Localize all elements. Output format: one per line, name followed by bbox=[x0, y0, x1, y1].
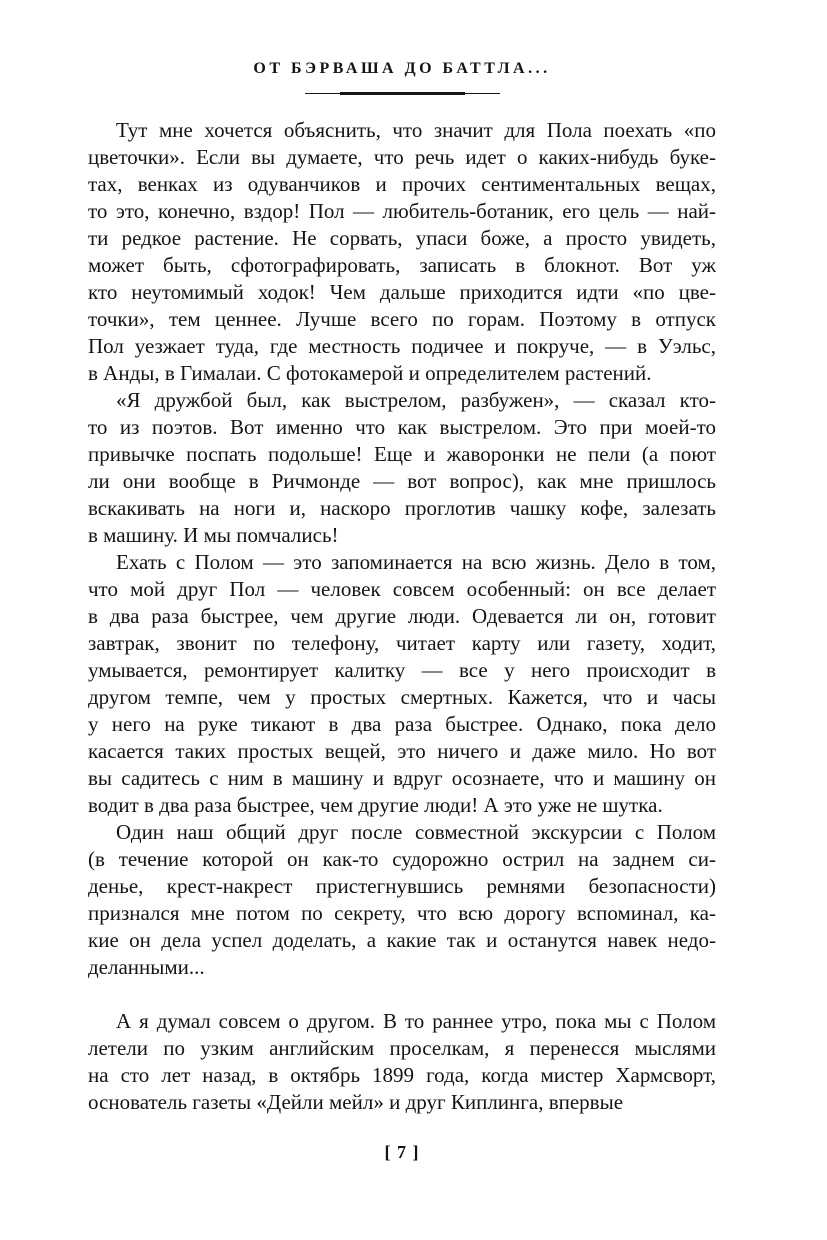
text-line: то это, конечно, вздор! Пол — любитель-ботаник, его цель — най- bbox=[88, 199, 716, 223]
text-line: то из поэтов. Вот именно что как выстрелом. Это при моей-то bbox=[88, 415, 716, 439]
text-line: может быть, сфотографировать, записать в блокнот. Вот уж bbox=[88, 253, 716, 277]
text-line: кто неутомимый ходок! Чем дальше приходится идти «по цве- bbox=[88, 280, 716, 304]
text-line: признался мне потом по секрету, что всю дорогу вспоминал, ка- bbox=[88, 901, 716, 925]
text-line: у него на руке тикают в два раза быстрее. Однако, пока дело bbox=[88, 712, 716, 736]
header-divider-ornament bbox=[305, 91, 500, 96]
page-number: [ 7 ] bbox=[384, 1142, 420, 1162]
text-line: вы садитесь с ним в машину и вдруг осознаете, что и машину он bbox=[88, 766, 716, 790]
text-line: на сто лет назад, в октябрь 1899 года, когда мистер Хармсворт, bbox=[88, 1063, 716, 1087]
text-line: касается таких простых вещей, это ничего и даже мило. Но вот bbox=[88, 739, 716, 763]
text-line: в машину. И мы помчались! bbox=[88, 523, 339, 547]
text-line: Пол уезжает туда, где местность подичее и покруче, — в Уэльс, bbox=[88, 334, 716, 358]
paragraph bbox=[88, 819, 716, 981]
paragraph bbox=[88, 117, 716, 387]
text-line: Один наш общий друг после совместной экскурсии с Полом bbox=[116, 820, 716, 844]
paragraph bbox=[88, 387, 716, 549]
text-line: денье, крест-накрест пристегнувшись ремнями безопасности) bbox=[88, 874, 716, 898]
text-line: (в течение которой он как-то судорожно острил на заднем си- bbox=[88, 847, 716, 871]
text-line: основатель газеты «Дейли мейл» и друг Киплинга, впервые bbox=[88, 1090, 624, 1114]
running-head-title: ОТ БЭРВАША ДО БАТТЛА... bbox=[253, 60, 551, 77]
paragraph bbox=[88, 549, 716, 819]
body-text-block bbox=[88, 117, 716, 1116]
text-line: деланными... bbox=[88, 955, 205, 979]
text-line: привычке поспать подольше! Еще и жаворонки не пели (а поют bbox=[88, 442, 716, 466]
text-line: в Анды, в Гималаи. С фотокамерой и определителем растений. bbox=[88, 361, 652, 385]
text-line: ли они вообще в Ричмонде — вот вопрос), как мне пришлось bbox=[88, 469, 716, 493]
text-line: А я думал совсем о другом. В то раннее утро, пока мы с Полом bbox=[116, 1009, 716, 1033]
text-line: в два раза быстрее, чем другие люди. Одевается ли он, готовит bbox=[88, 604, 716, 628]
text-line: «Я дружбой был, как выстрелом, разбужен», — сказал кто- bbox=[116, 388, 716, 412]
text-line: летели по узким английским проселкам, я перенесся мыслями bbox=[88, 1036, 716, 1060]
text-line: ти редкое растение. Не сорвать, упаси боже, а просто увидеть, bbox=[88, 226, 716, 250]
text-line: завтрак, звонит по телефону, читает карту или газету, ходит, bbox=[88, 631, 716, 655]
divider-thick-rule bbox=[340, 92, 465, 95]
text-line: умывается, ремонтирует калитку — все у него происходит в bbox=[88, 658, 716, 682]
text-line: Ехать с Полом — это запоминается на всю жизнь. Дело в том, bbox=[116, 550, 716, 574]
text-line: кие он дела успел доделать, а какие так и останутся навек недо- bbox=[88, 928, 716, 952]
text-line: тах, венках из одуванчиков и прочих сентиментальных вещах, bbox=[88, 172, 716, 196]
text-line: точки», тем ценнее. Лучше всего по горам. Поэтому в отпуск bbox=[88, 307, 716, 331]
text-line: другом темпе, чем у простых смертных. Кажется, что и часы bbox=[88, 685, 716, 709]
text-line: водит в два раза быстрее, чем другие люди! А это уже не шутка. bbox=[88, 793, 663, 817]
text-line: цветочки». Если вы думаете, что речь идет о каких-нибудь буке- bbox=[88, 145, 716, 169]
paragraph bbox=[88, 1008, 716, 1116]
text-line: вскакивать на ноги и, наскоро проглотив чашку кофе, залезать bbox=[88, 496, 716, 520]
text-line: что мой друг Пол — человек совсем особенный: он все делает bbox=[88, 577, 716, 601]
text-line: Тут мне хочется объяснить, что значит для Пола поехать «по bbox=[116, 118, 716, 142]
